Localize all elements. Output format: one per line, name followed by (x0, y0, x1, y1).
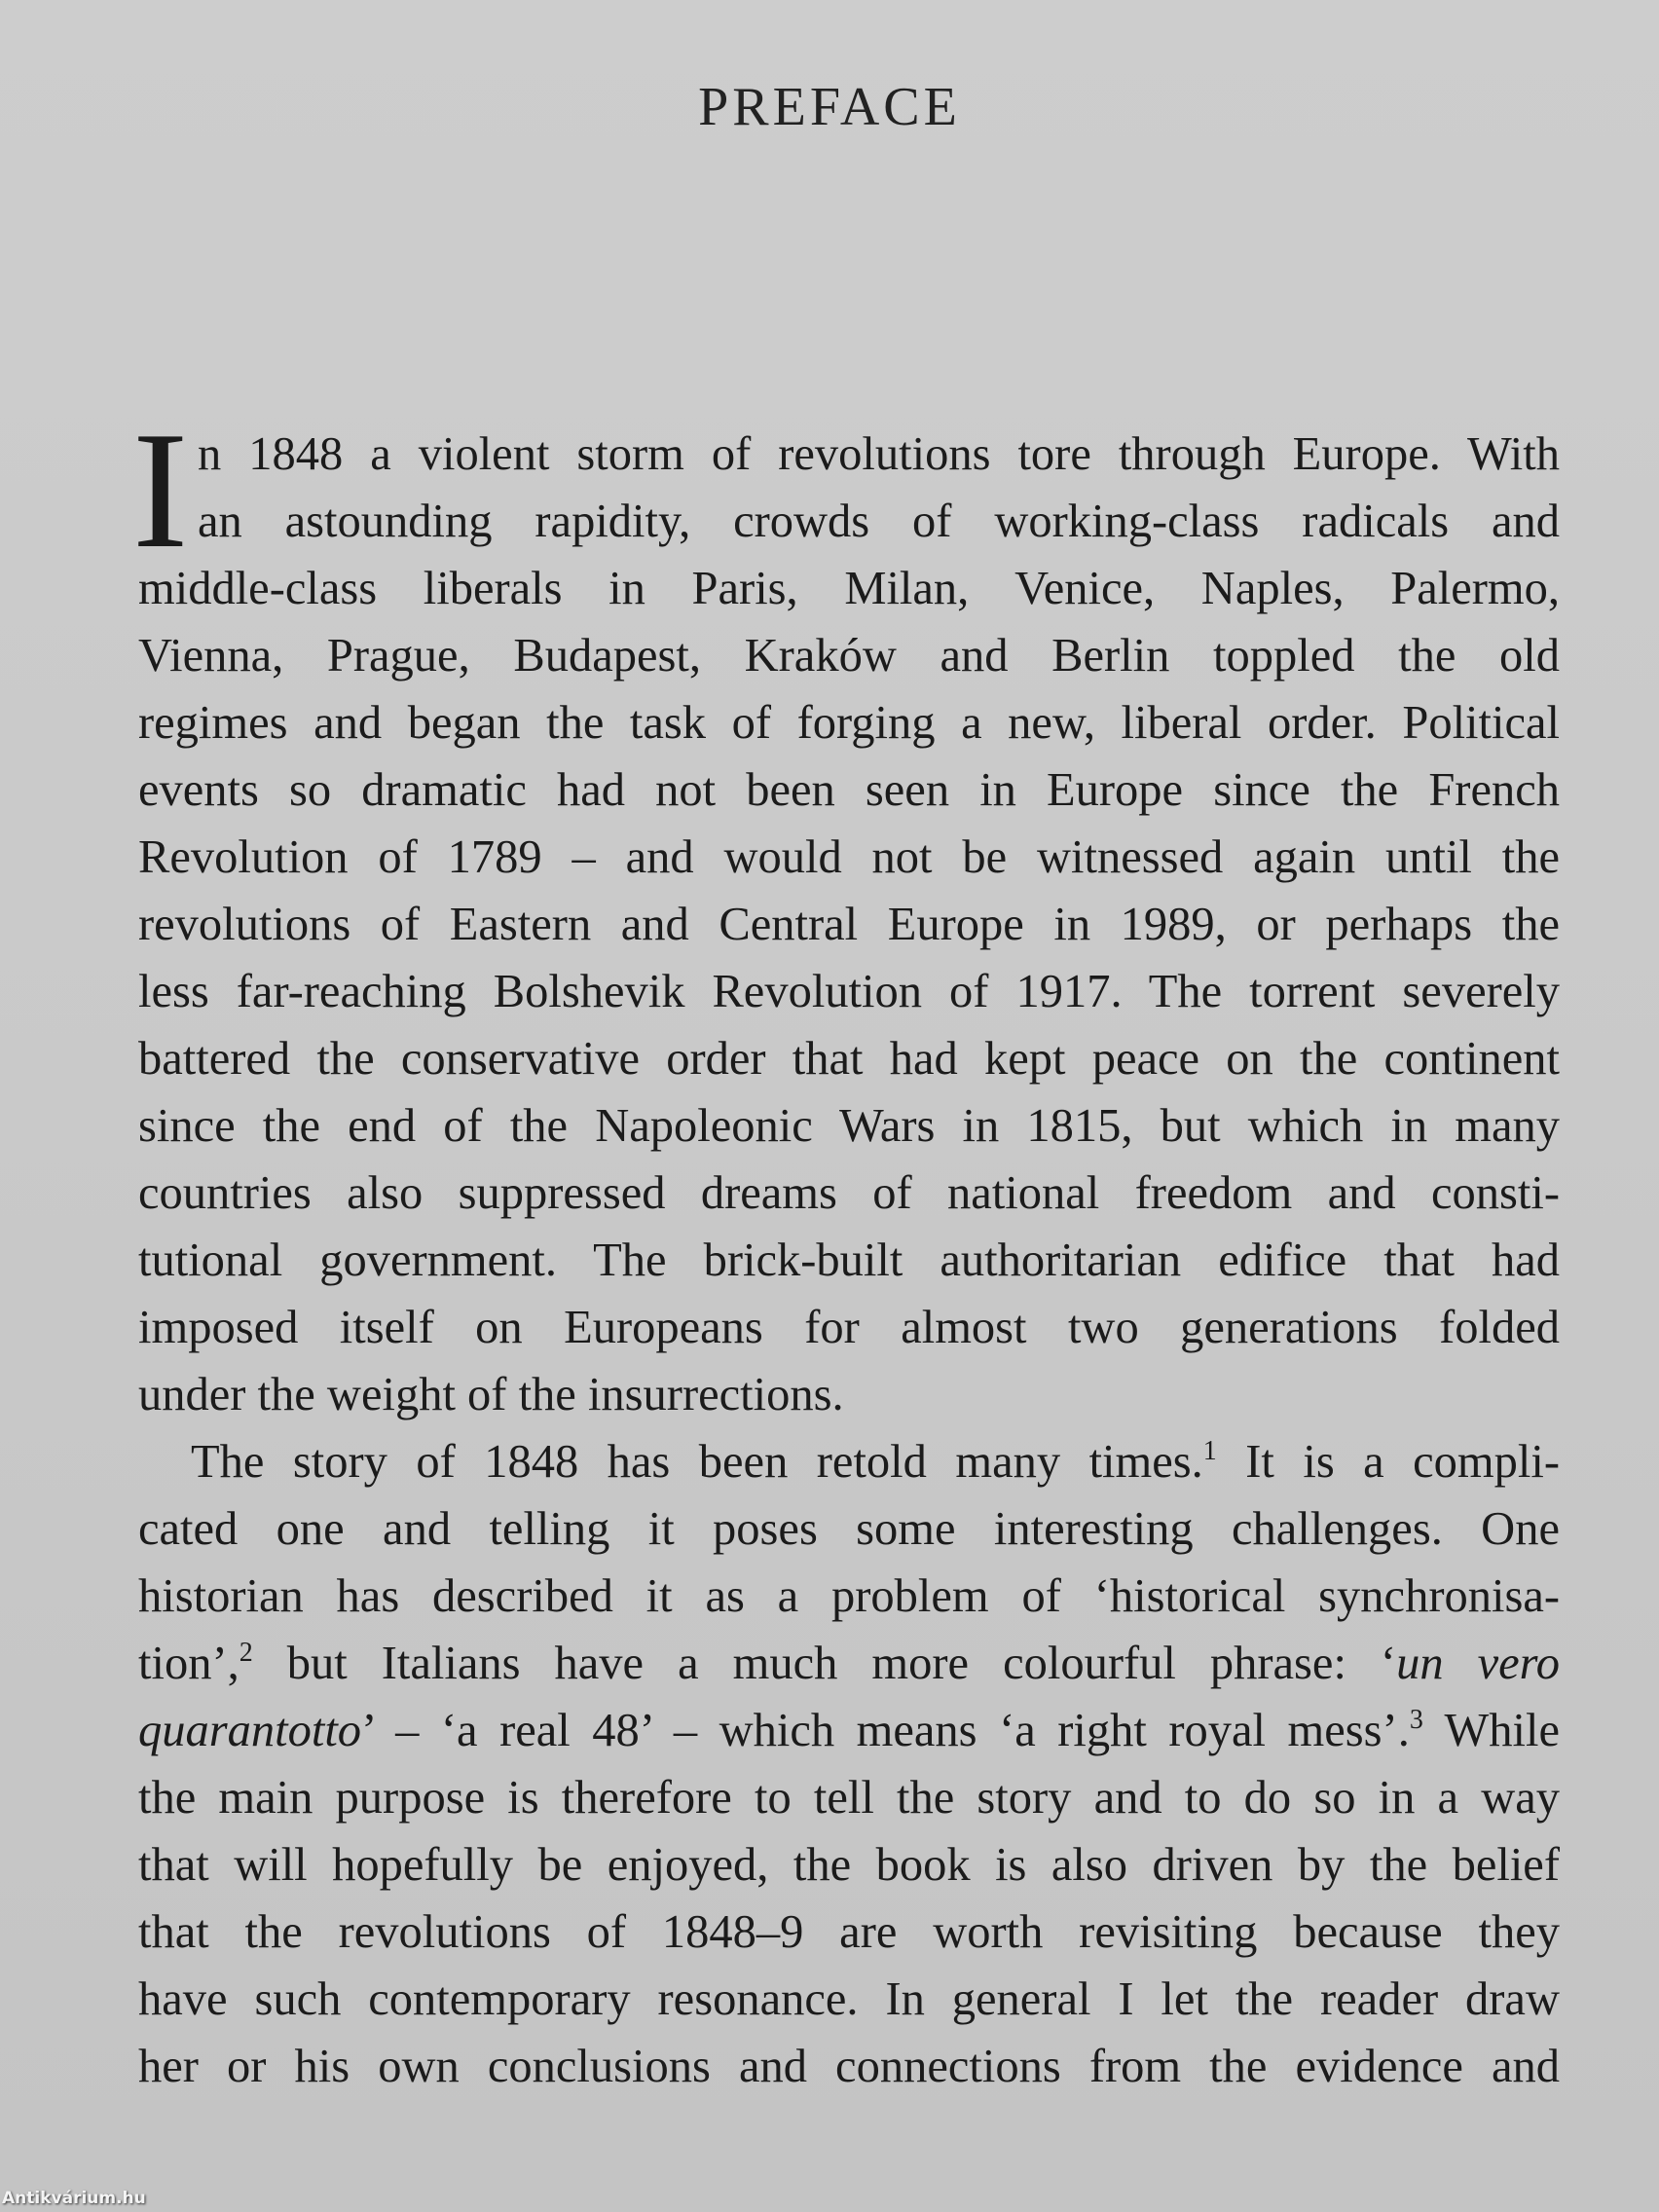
text-line (191, 1433, 1560, 1492)
text-segment: n 1848 a violent storm of revolutions tore through Europe. With (198, 428, 1560, 480)
text-segment: that will hopefully be enjoyed, the book is also driven by the belief (138, 1839, 1560, 1891)
text-segment: It is a compli- (1216, 1436, 1560, 1488)
text-line (138, 1635, 1560, 1693)
text-line (138, 1769, 1560, 1827)
text-line (138, 761, 1560, 820)
text-line (138, 1164, 1560, 1223)
text-segment: events so dramatic had not been seen in Europe since the French (138, 764, 1560, 816)
text-line (138, 829, 1560, 887)
text-line (138, 1903, 1560, 1962)
text-line (138, 1030, 1560, 1088)
text-segment: battered the conservative order that had kept peace on the continent (138, 1033, 1560, 1085)
text-segment: middle-class liberals in Paris, Milan, Venice, Naples, Palermo, (138, 563, 1560, 614)
text-segment: tutional government. The brick-built authoritarian edifice that had (138, 1235, 1560, 1286)
text-line (138, 1366, 1560, 1424)
text-segment: since the end of the Napoleonic Wars in 1815, but which in many (138, 1100, 1560, 1152)
text-segment: less far-reaching Bolshevik Revolution of 1917. The torrent severely (138, 966, 1560, 1017)
text-line (138, 1567, 1560, 1626)
text-line (138, 1097, 1560, 1156)
drop-cap: I (132, 398, 189, 583)
text-line (138, 627, 1560, 685)
text-line (138, 1232, 1560, 1290)
text-line (198, 425, 1560, 484)
text-segment: revolutions of Eastern and Central Europe in 1989, or perhaps the (138, 899, 1560, 950)
text-segment: Vienna, Prague, Budapest, Kraków and Berlin toppled the old (138, 630, 1560, 682)
text-segment: imposed itself on Europeans for almost two generations folded (138, 1302, 1560, 1353)
text-segment: tion’, (138, 1638, 240, 1689)
text-segment: ’ – ‘a real 48’ – which means ‘a right royal mess’. (361, 1705, 1410, 1756)
text-line (138, 896, 1560, 954)
text-segment: regimes and began the task of forging a new, liberal order. Political (138, 697, 1560, 749)
text-line (138, 694, 1560, 753)
text-segment: The story of 1848 has been retold many times. (191, 1436, 1203, 1488)
text-segment: un vero (1396, 1638, 1560, 1689)
text-line (198, 493, 1560, 551)
text-line (138, 1500, 1560, 1559)
page-title: PREFACE (698, 77, 961, 137)
footnote-ref: 2 (239, 1638, 253, 1668)
text-line (138, 963, 1560, 1021)
text-line (138, 560, 1560, 618)
footnote-ref: 1 (1202, 1436, 1217, 1466)
text-segment: While (1422, 1705, 1560, 1756)
text-segment: historian has described it as a problem of ‘historical synchronisa- (138, 1570, 1560, 1622)
text-segment: cated one and telling it poses some interesting challenges. One (138, 1503, 1560, 1555)
text-segment: but Italians have a much more colourful phrase: ‘ (252, 1638, 1397, 1689)
text-segment: countries also suppressed dreams of national freedom and consti- (138, 1167, 1560, 1219)
watermark: Antikvárium.hu (2, 2189, 146, 2208)
text-line (138, 2038, 1560, 2096)
text-line (138, 1836, 1560, 1895)
text-segment: Revolution of 1789 – and would not be witnessed again until the (138, 831, 1560, 883)
text-segment: quarantotto (138, 1705, 362, 1756)
text-segment: an astounding rapidity, crowds of working-class radicals and (198, 496, 1560, 547)
text-segment: that the revolutions of 1848–9 are worth revisiting because they (138, 1906, 1560, 1958)
text-line (138, 1971, 1560, 2029)
text-segment: have such contemporary resonance. In general I let the reader draw (138, 1973, 1560, 2025)
text-segment: her or his own conclusions and connections from the evidence and (138, 2041, 1560, 2092)
text-line (138, 1299, 1560, 1357)
footnote-ref: 3 (1409, 1705, 1423, 1735)
text-segment: under the weight of the insurrections. (138, 1369, 844, 1420)
text-line (138, 1702, 1560, 1760)
text-segment: the main purpose is therefore to tell the story and to do so in a way (138, 1772, 1560, 1824)
